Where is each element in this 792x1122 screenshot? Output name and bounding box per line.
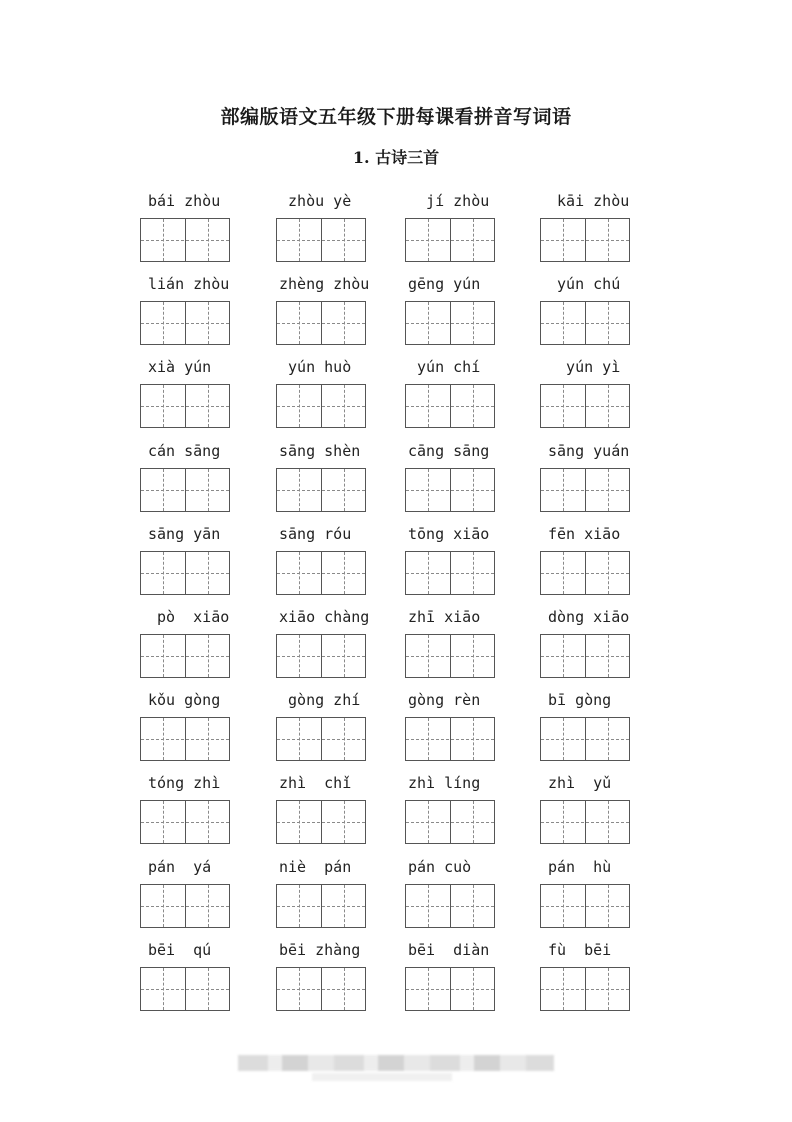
pinyin-label: fù bēi: [548, 941, 612, 959]
char-divider: [185, 635, 186, 677]
word-item: [540, 606, 672, 688]
guide-line: [208, 302, 209, 344]
word-item: [140, 440, 272, 522]
pinyin-label: sāng róu: [279, 525, 352, 543]
pinyin-label: bái zhòu: [148, 192, 221, 210]
writing-box[interactable]: [140, 884, 230, 928]
guide-line: [608, 219, 609, 261]
pinyin-label: zhòu yè: [279, 192, 352, 210]
writing-box[interactable]: [540, 634, 630, 678]
word-item: [405, 939, 537, 1021]
guide-line: [344, 552, 345, 594]
char-divider: [185, 552, 186, 594]
char-divider: [185, 302, 186, 344]
guide-line: [473, 885, 474, 927]
pinyin-label: xià yún: [148, 358, 212, 376]
writing-box[interactable]: [140, 634, 230, 678]
word-item: [276, 856, 408, 938]
lesson-title: 1. 古诗三首: [352, 148, 440, 167]
word-item: [540, 273, 672, 355]
char-divider: [185, 385, 186, 427]
guide-line: [563, 552, 564, 594]
guide-line: [344, 885, 345, 927]
char-divider: [585, 552, 586, 594]
pinyin-label: pán hù: [548, 858, 612, 876]
word-item: [140, 939, 272, 1021]
guide-line: [428, 385, 429, 427]
guide-line: [208, 801, 209, 843]
guide-line: [208, 385, 209, 427]
word-item: [405, 273, 537, 355]
guide-line: [163, 968, 164, 1010]
writing-box[interactable]: [276, 800, 366, 844]
pinyin-label: bī gòng: [548, 691, 612, 709]
guide-line: [163, 219, 164, 261]
word-item: [276, 190, 408, 272]
writing-box[interactable]: [405, 967, 495, 1011]
guide-line: [563, 385, 564, 427]
pinyin-label: pán cuò: [408, 858, 472, 876]
pinyin-label: fēn xiāo: [548, 525, 621, 543]
char-divider: [450, 219, 451, 261]
guide-line: [473, 718, 474, 760]
writing-box[interactable]: [540, 468, 630, 512]
word-item: [140, 273, 272, 355]
guide-line: [344, 302, 345, 344]
word-item: [276, 772, 408, 854]
guide-line: [428, 635, 429, 677]
guide-line: [428, 885, 429, 927]
writing-box[interactable]: [140, 301, 230, 345]
guide-line: [428, 968, 429, 1010]
writing-box[interactable]: [405, 800, 495, 844]
word-item: [405, 689, 537, 771]
char-divider: [185, 885, 186, 927]
guide-line: [608, 635, 609, 677]
guide-line: [344, 801, 345, 843]
guide-line: [428, 801, 429, 843]
word-item: [540, 939, 672, 1021]
guide-line: [563, 885, 564, 927]
writing-box[interactable]: [276, 717, 366, 761]
writing-box[interactable]: [276, 218, 366, 262]
guide-line: [344, 469, 345, 511]
pinyin-label: zhì líng: [408, 774, 481, 792]
guide-line: [608, 968, 609, 1010]
writing-box[interactable]: [540, 551, 630, 595]
char-divider: [450, 635, 451, 677]
writing-box[interactable]: [276, 468, 366, 512]
guide-line: [473, 469, 474, 511]
char-divider: [185, 469, 186, 511]
char-divider: [585, 968, 586, 1010]
pinyin-label: zhī xiāo: [408, 608, 481, 626]
word-item: [276, 273, 408, 355]
pinyin-label: cāng sāng: [408, 442, 490, 460]
guide-line: [608, 469, 609, 511]
word-item: [276, 606, 408, 688]
word-item: [540, 523, 672, 605]
guide-line: [344, 385, 345, 427]
pinyin-label: yún huò: [279, 358, 352, 376]
guide-line: [299, 469, 300, 511]
guide-line: [608, 552, 609, 594]
guide-line: [608, 302, 609, 344]
guide-line: [163, 302, 164, 344]
pinyin-label: bēi diàn: [408, 941, 490, 959]
guide-line: [299, 885, 300, 927]
char-divider: [585, 219, 586, 261]
guide-line: [163, 385, 164, 427]
char-divider: [185, 801, 186, 843]
char-divider: [321, 635, 322, 677]
guide-line: [299, 552, 300, 594]
guide-line: [299, 385, 300, 427]
word-item: [405, 856, 537, 938]
writing-box[interactable]: [276, 967, 366, 1011]
writing-box[interactable]: [540, 717, 630, 761]
word-item: [140, 856, 272, 938]
char-divider: [450, 302, 451, 344]
writing-box[interactable]: [540, 967, 630, 1011]
writing-box[interactable]: [540, 301, 630, 345]
writing-box[interactable]: [540, 218, 630, 262]
pinyin-label: yún yì: [548, 358, 621, 376]
word-item: [140, 772, 272, 854]
guide-line: [473, 385, 474, 427]
guide-line: [473, 635, 474, 677]
pinyin-label: gòng rèn: [408, 691, 481, 709]
writing-box[interactable]: [276, 884, 366, 928]
word-item: [276, 939, 408, 1021]
guide-line: [428, 469, 429, 511]
pinyin-label: niè pán: [279, 858, 352, 876]
char-divider: [450, 552, 451, 594]
guide-line: [344, 968, 345, 1010]
char-divider: [585, 801, 586, 843]
writing-box[interactable]: [405, 884, 495, 928]
guide-line: [473, 219, 474, 261]
writing-box[interactable]: [540, 384, 630, 428]
guide-line: [563, 968, 564, 1010]
pinyin-label: xiāo chàng: [279, 608, 370, 626]
guide-line: [208, 968, 209, 1010]
guide-line: [344, 219, 345, 261]
pinyin-label: yún chí: [408, 358, 481, 376]
char-divider: [321, 968, 322, 1010]
char-divider: [321, 469, 322, 511]
pinyin-label: jí zhòu: [408, 192, 490, 210]
guide-line: [299, 968, 300, 1010]
pinyin-label: bēi zhàng: [279, 941, 361, 959]
guide-line: [563, 801, 564, 843]
guide-line: [163, 718, 164, 760]
writing-box[interactable]: [540, 800, 630, 844]
char-divider: [450, 469, 451, 511]
char-divider: [450, 385, 451, 427]
writing-box[interactable]: [276, 551, 366, 595]
guide-line: [608, 885, 609, 927]
writing-box[interactable]: [140, 384, 230, 428]
pinyin-label: sāng shèn: [279, 442, 361, 460]
char-divider: [450, 801, 451, 843]
page-title: 部编版语文五年级下册每课看拼音写词语: [220, 106, 572, 128]
guide-line: [563, 635, 564, 677]
guide-line: [344, 718, 345, 760]
char-divider: [321, 219, 322, 261]
guide-line: [563, 718, 564, 760]
writing-box[interactable]: [140, 800, 230, 844]
pinyin-label: tóng zhì: [148, 774, 221, 792]
guide-line: [299, 718, 300, 760]
word-item: [540, 856, 672, 938]
char-divider: [321, 302, 322, 344]
writing-box[interactable]: [140, 218, 230, 262]
word-item: [405, 523, 537, 605]
guide-line: [163, 885, 164, 927]
word-item: [276, 689, 408, 771]
writing-box[interactable]: [140, 717, 230, 761]
blurred-footer-watermark-sub: [312, 1073, 452, 1081]
char-divider: [585, 302, 586, 344]
char-divider: [585, 885, 586, 927]
writing-box[interactable]: [276, 301, 366, 345]
word-item: [405, 356, 537, 438]
guide-line: [563, 219, 564, 261]
guide-line: [563, 469, 564, 511]
word-item: [540, 190, 672, 272]
word-item: [405, 190, 537, 272]
guide-line: [473, 968, 474, 1010]
pinyin-label: dòng xiāo: [548, 608, 630, 626]
writing-box[interactable]: [405, 384, 495, 428]
word-item: [405, 440, 537, 522]
guide-line: [208, 885, 209, 927]
pinyin-label: sāng yān: [148, 525, 221, 543]
guide-line: [428, 552, 429, 594]
word-item: [140, 523, 272, 605]
word-item: [540, 689, 672, 771]
word-item: [140, 356, 272, 438]
writing-box[interactable]: [405, 218, 495, 262]
blurred-footer-watermark: [238, 1055, 554, 1071]
writing-box[interactable]: [405, 468, 495, 512]
guide-line: [163, 552, 164, 594]
guide-line: [163, 635, 164, 677]
pinyin-label: pán yá: [148, 858, 212, 876]
pinyin-label: lián zhòu: [148, 275, 230, 293]
guide-line: [563, 302, 564, 344]
char-divider: [321, 885, 322, 927]
guide-line: [208, 552, 209, 594]
guide-line: [608, 801, 609, 843]
char-divider: [185, 219, 186, 261]
word-item: [540, 356, 672, 438]
writing-box[interactable]: [276, 634, 366, 678]
guide-line: [473, 801, 474, 843]
pinyin-label: bēi qú: [148, 941, 212, 959]
pinyin-label: pò xiāo: [148, 608, 230, 626]
guide-line: [428, 219, 429, 261]
char-divider: [585, 718, 586, 760]
pinyin-label: kāi zhòu: [548, 192, 630, 210]
guide-line: [473, 302, 474, 344]
char-divider: [321, 718, 322, 760]
pinyin-label: zhèng zhòu: [279, 275, 370, 293]
char-divider: [585, 469, 586, 511]
guide-line: [428, 718, 429, 760]
guide-line: [608, 718, 609, 760]
char-divider: [450, 885, 451, 927]
char-divider: [321, 552, 322, 594]
char-divider: [185, 718, 186, 760]
guide-line: [299, 219, 300, 261]
char-divider: [585, 385, 586, 427]
writing-box[interactable]: [276, 384, 366, 428]
word-item: [140, 606, 272, 688]
char-divider: [321, 385, 322, 427]
guide-line: [608, 385, 609, 427]
pinyin-label: zhì yǔ: [548, 774, 612, 792]
pinyin-label: cán sāng: [148, 442, 221, 460]
pinyin-label: sāng yuán: [548, 442, 630, 460]
guide-line: [344, 635, 345, 677]
word-item: [276, 356, 408, 438]
word-item: [540, 440, 672, 522]
char-divider: [450, 968, 451, 1010]
pinyin-label: kǒu gòng: [148, 691, 221, 709]
pinyin-label: yún chú: [548, 275, 621, 293]
word-item: [140, 190, 272, 272]
writing-box[interactable]: [140, 967, 230, 1011]
writing-box[interactable]: [540, 884, 630, 928]
writing-box[interactable]: [140, 468, 230, 512]
guide-line: [208, 718, 209, 760]
writing-box[interactable]: [405, 301, 495, 345]
char-divider: [450, 718, 451, 760]
pinyin-label: gēng yún: [408, 275, 481, 293]
guide-line: [208, 635, 209, 677]
char-divider: [321, 801, 322, 843]
guide-line: [208, 469, 209, 511]
guide-line: [473, 552, 474, 594]
word-item: [405, 606, 537, 688]
word-item: [140, 689, 272, 771]
guide-line: [208, 219, 209, 261]
char-divider: [585, 635, 586, 677]
writing-box[interactable]: [140, 551, 230, 595]
guide-line: [163, 469, 164, 511]
word-item: [405, 772, 537, 854]
guide-line: [299, 801, 300, 843]
writing-box[interactable]: [405, 717, 495, 761]
guide-line: [299, 635, 300, 677]
guide-line: [299, 302, 300, 344]
word-item: [540, 772, 672, 854]
word-item: [276, 440, 408, 522]
char-divider: [185, 968, 186, 1010]
guide-line: [428, 302, 429, 344]
word-item: [276, 523, 408, 605]
pinyin-label: tōng xiāo: [408, 525, 490, 543]
guide-line: [163, 801, 164, 843]
pinyin-label: gòng zhí: [279, 691, 361, 709]
writing-box[interactable]: [405, 551, 495, 595]
writing-box[interactable]: [405, 634, 495, 678]
pinyin-label: zhì chǐ: [279, 774, 352, 792]
